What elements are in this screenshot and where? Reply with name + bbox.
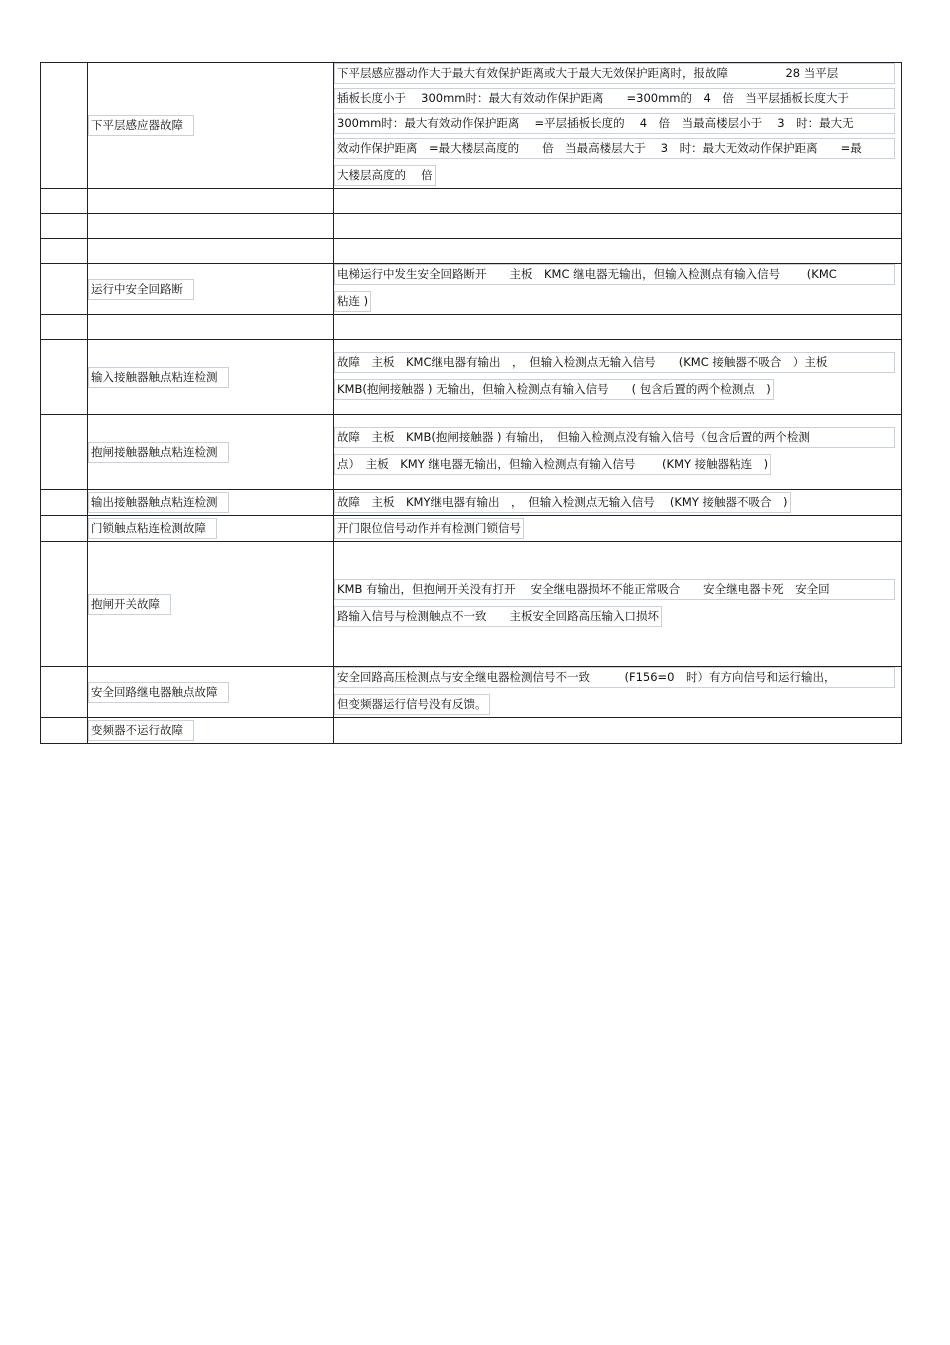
fault-name-cell <box>88 718 334 744</box>
code-cell <box>41 189 88 214</box>
fault-description-cell <box>334 516 902 542</box>
code-cell <box>41 63 88 189</box>
description-line: 点） 主板 KMY 继电器无输出，但输入检测点有输入信号 (KMY 接触器粘连 ) <box>334 454 771 475</box>
fault-name: 安全回路继电器触点故障 <box>88 682 229 703</box>
description-line: 但变频器运行信号没有反馈。 <box>334 694 490 715</box>
description-line: 效动作保护距离 =最大楼层高度的 倍 当最高楼层大于 3 时：最大无效动作保护距离 =最 <box>334 138 895 159</box>
description-line: 开门限位信号动作并有检测门锁信号 <box>334 518 524 539</box>
table-row <box>41 667 902 718</box>
fault-name: 变频器不运行故障 <box>88 720 194 741</box>
code-cell <box>41 542 88 667</box>
fault-name-cell <box>88 340 334 415</box>
fault-name: 下平层感应器故障 <box>88 115 194 136</box>
table-row <box>41 63 902 189</box>
code-cell <box>41 214 88 239</box>
fault-description-cell <box>334 189 902 214</box>
table-row <box>41 516 902 542</box>
table-row <box>41 415 902 490</box>
fault-description-cell <box>334 214 902 239</box>
description-line: 故障 主板 KMY继电器有输出 ， 但输入检测点无输入信号 (KMY 接触器不吸合 ) <box>334 492 791 513</box>
fault-name-cell <box>88 189 334 214</box>
code-cell <box>41 667 88 718</box>
description-line: 安全回路高压检测点与安全继电器检测信号不一致 (F156=0 时）有方向信号和运行输出， <box>334 667 895 688</box>
table-row <box>41 214 902 239</box>
description-line: 故障 主板 KMC继电器有输出 ， 但输入检测点无输入信号 (KMC 接触器不吸合 ）主板 <box>334 352 895 373</box>
table-row <box>41 315 902 340</box>
fault-description-cell <box>334 63 902 189</box>
fault-name-cell <box>88 490 334 516</box>
table-row <box>41 264 902 315</box>
table-row <box>41 189 902 214</box>
table-row <box>41 490 902 516</box>
table-row <box>41 340 902 415</box>
code-cell <box>41 340 88 415</box>
fault-description-cell <box>334 542 902 667</box>
description-line: 路输入信号与检测触点不一致 主板安全回路高压输入口损坏 <box>334 606 662 627</box>
description-line: 电梯运行中发生安全回路断开 主板 KMC 继电器无输出，但输入检测点有输入信号 (KMC <box>334 264 895 285</box>
table-row <box>41 718 902 744</box>
fault-description-cell <box>334 315 902 340</box>
fault-description-cell <box>334 415 902 490</box>
fault-name-cell <box>88 315 334 340</box>
fault-name: 输出接触器触点粘连检测 <box>88 492 229 513</box>
description-line: 下平层感应器动作大于最大有效保护距离或大于最大无效保护距离时，报故障 28 当平层 <box>334 63 895 84</box>
description-line: 大楼层高度的 倍 <box>334 165 436 186</box>
description-line: 故障 主板 KMB(抱闸接触器 ) 有输出， 但输入检测点没有输入信号（包含后置的两个检测 <box>334 427 895 448</box>
fault-description-cell <box>334 667 902 718</box>
code-cell <box>41 415 88 490</box>
fault-description-cell <box>334 340 902 415</box>
fault-name-cell <box>88 63 334 189</box>
description-line: 粘连 ) <box>334 291 371 312</box>
code-cell <box>41 315 88 340</box>
code-cell <box>41 490 88 516</box>
table-row <box>41 542 902 667</box>
fault-name-cell <box>88 516 334 542</box>
fault-description-cell <box>334 264 902 315</box>
fault-description-cell <box>334 490 902 516</box>
fault-name: 抱闸开关故障 <box>88 594 171 615</box>
code-cell <box>41 239 88 264</box>
code-cell <box>41 718 88 744</box>
fault-name-cell <box>88 415 334 490</box>
fault-table <box>40 62 902 744</box>
fault-name: 输入接触器触点粘连检测 <box>88 367 229 388</box>
description-line: KMB 有输出，但抱闸开关没有打开 安全继电器损坏不能正常吸合 安全继电器卡死 安全回 <box>334 579 895 600</box>
code-cell <box>41 516 88 542</box>
fault-description-cell <box>334 239 902 264</box>
fault-name-cell <box>88 239 334 264</box>
description-line: KMB(抱闸接触器 ) 无输出，但输入检测点有输入信号 ( 包含后置的两个检测点 ) <box>334 379 774 400</box>
fault-name-cell <box>88 667 334 718</box>
fault-name-cell <box>88 264 334 315</box>
fault-name: 门锁触点粘连检测故障 <box>88 518 217 539</box>
fault-name-cell <box>88 214 334 239</box>
fault-name-cell <box>88 542 334 667</box>
table-row <box>41 239 902 264</box>
fault-name: 抱闸接触器触点粘连检测 <box>88 442 229 463</box>
description-line: 插板长度小于 300mm时：最大有效动作保护距离 =300mm的 4 倍 当平层插板长度大于 <box>334 88 895 109</box>
fault-name: 运行中安全回路断 <box>88 279 194 300</box>
description-line: 300mm时：最大有效动作保护距离 =平层插板长度的 4 倍 当最高楼层小于 3 时：最大无 <box>334 113 895 134</box>
code-cell <box>41 264 88 315</box>
fault-description-cell <box>334 718 902 744</box>
